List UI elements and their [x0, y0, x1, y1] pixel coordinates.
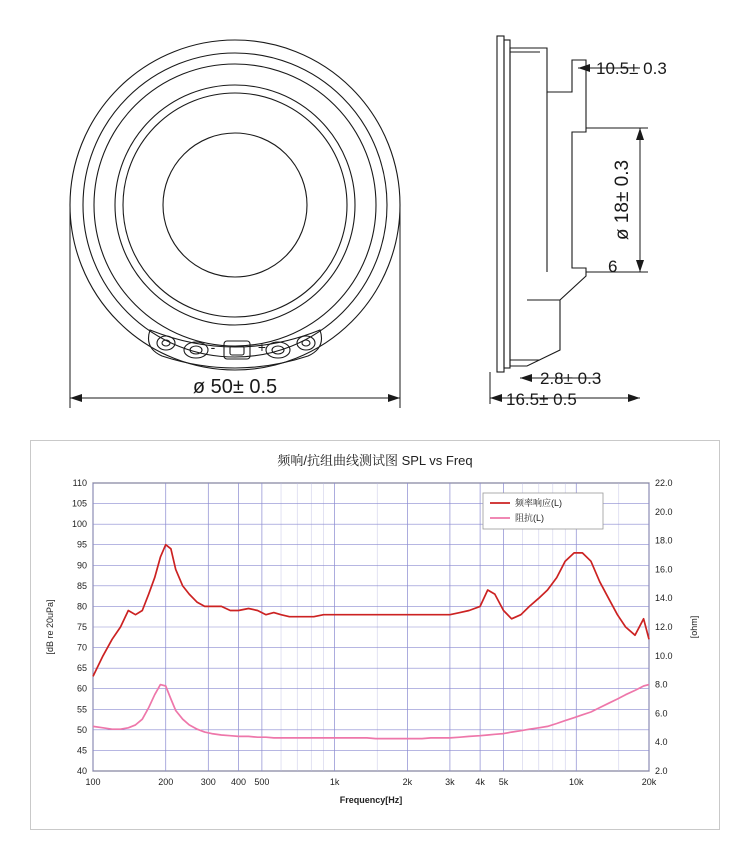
ytick-label: 100 — [71, 519, 87, 530]
ytick-label: 110 — [72, 478, 87, 488]
y2tick-label: 2.0 — [655, 766, 668, 776]
speaker-dustcap-circle — [163, 133, 307, 277]
terminal-plus-mark: + — [257, 339, 267, 355]
speaker-surround-outer — [94, 64, 376, 346]
y2tick-label: 4.0 — [655, 737, 668, 748]
ytick-label: 50 — [76, 724, 87, 735]
xtick-label: 10k — [569, 777, 584, 787]
speaker-surround-inner — [115, 85, 355, 325]
terminal-eyelet-left — [184, 342, 208, 358]
side-cone-profile — [510, 52, 540, 360]
xtick-label: 400 — [230, 777, 246, 787]
ytick-label: 85 — [76, 580, 87, 591]
xtick-label: 4k — [475, 777, 485, 787]
terminal-minus-mark: - — [210, 339, 216, 355]
ytick-label: 75 — [76, 622, 87, 632]
ytick-label: 60 — [76, 683, 87, 694]
y2tick-label: 14.0 — [655, 593, 673, 604]
x-axis-label: Frequency[Hz] — [339, 795, 403, 805]
terminal-plate — [149, 330, 322, 368]
y2tick-label: 6.0 — [655, 708, 668, 719]
legend-label-1: 阻抗(L) — [515, 513, 544, 523]
xtick-label: 1k — [329, 777, 340, 787]
ytick-label: 105 — [71, 498, 87, 509]
terminal-hole-right-inner — [302, 340, 310, 346]
ytick-label: 70 — [76, 642, 87, 653]
terminal-eyelet-left-inner — [190, 346, 202, 354]
xtick-label: 200 — [158, 777, 174, 787]
legend-label-0: 频率响应(L) — [515, 498, 562, 508]
y2tick-label: 16.0 — [655, 564, 673, 575]
side-flange-outer — [497, 36, 504, 372]
ytick-label: 90 — [76, 560, 87, 571]
y2tick-label: 10.0 — [655, 650, 673, 661]
ytick-label: 95 — [76, 539, 87, 550]
dim-depth-total: 16.5± 0.5 — [506, 390, 577, 409]
side-magnet-profile — [527, 92, 560, 300]
chart-title: 频响/抗组曲线测试图 SPL vs Freq — [277, 453, 473, 468]
y2tick-label: 18.0 — [655, 535, 673, 546]
xtick-label: 500 — [254, 777, 270, 787]
y2-axis-label: [ohm] — [689, 615, 699, 639]
side-flange-inner — [504, 40, 510, 368]
dim-flange-thickness: 2.8± 0.3 — [540, 369, 602, 388]
y-axis-label: [dB re 20uPa] — [45, 599, 55, 655]
ytick-label: 45 — [76, 745, 87, 756]
xtick-label: 3k — [445, 777, 455, 787]
xtick-label: 100 — [85, 777, 101, 787]
y2tick-label: 8.0 — [655, 679, 668, 690]
y2tick-label: 20.0 — [655, 506, 673, 517]
side-basket-profile — [510, 48, 586, 366]
xtick-label: 20k — [641, 777, 657, 787]
terminal-eyelet-right — [266, 342, 290, 358]
ytick-label: 55 — [76, 704, 87, 715]
ytick-label: 65 — [76, 663, 87, 674]
dim-magnet-height: 6 — [608, 257, 618, 276]
speaker-cone-circle — [123, 93, 347, 317]
dim-diameter-outer: ø 50± 0.5 — [192, 376, 278, 398]
y2tick-label: 12.0 — [655, 622, 673, 632]
spl-impedance-chart — [30, 440, 720, 830]
xtick-label: 5k — [498, 777, 509, 787]
y2tick-label: 22.0 — [655, 478, 673, 488]
speaker-frame-circle — [83, 53, 387, 357]
dim-magnet-diameter: ø 18± 0.3 — [612, 159, 633, 241]
dim-top: 10.5± 0.3 — [596, 59, 667, 78]
xtick-label: 2k — [402, 777, 413, 787]
ytick-label: 80 — [76, 601, 87, 612]
ytick-label: 40 — [76, 766, 87, 776]
xtick-label: 300 — [200, 777, 216, 787]
speaker-outer-circle — [70, 40, 400, 370]
